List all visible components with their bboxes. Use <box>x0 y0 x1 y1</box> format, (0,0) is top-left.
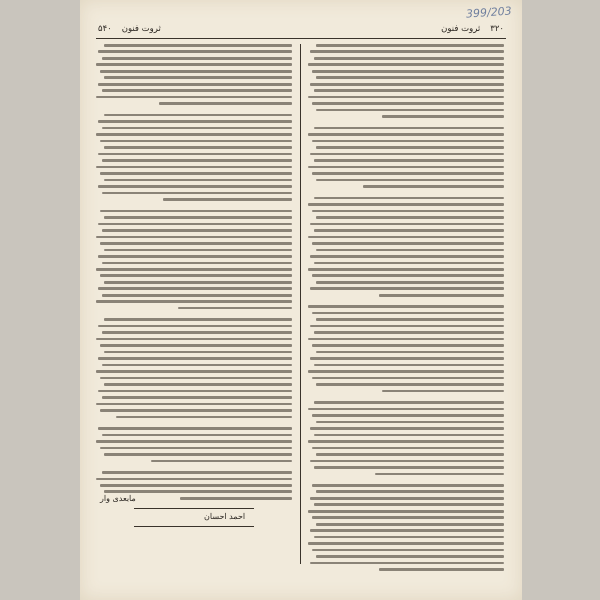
text-line <box>314 127 504 130</box>
text-line <box>310 287 504 290</box>
text-line <box>102 89 292 92</box>
text-line <box>314 262 504 265</box>
journal-title-left: ثروت فنون <box>121 24 161 34</box>
text-line <box>316 421 504 424</box>
text-line <box>102 364 292 367</box>
page-number-right: ۳۲۰ <box>490 24 504 34</box>
text-line <box>308 370 504 373</box>
header-rule <box>96 38 506 39</box>
text-line <box>314 331 504 334</box>
text-line <box>316 318 504 321</box>
text-line <box>316 555 504 558</box>
text-line <box>314 159 504 162</box>
text-line <box>308 133 504 136</box>
text-line <box>98 83 292 86</box>
text-line <box>312 377 504 380</box>
text-line <box>312 516 504 519</box>
text-line <box>314 89 504 92</box>
text-line <box>312 102 504 105</box>
text-line <box>312 484 504 487</box>
text-line <box>314 434 504 437</box>
journal-page <box>80 0 522 600</box>
text-line <box>310 497 504 500</box>
text-line <box>316 490 504 493</box>
text-line <box>98 255 292 258</box>
header-right-group <box>441 24 504 34</box>
footer-rule <box>134 508 254 509</box>
text-line <box>314 364 504 367</box>
text-line <box>104 281 292 284</box>
text-line <box>312 312 504 315</box>
text-line <box>316 453 504 456</box>
text-line <box>100 140 292 143</box>
text-line <box>308 440 504 443</box>
text-line <box>104 179 292 182</box>
text-line <box>102 331 292 334</box>
text-line <box>104 453 292 456</box>
page-number-left: ۵۴۰ <box>98 24 112 34</box>
text-line <box>98 325 292 328</box>
text-line <box>308 166 504 169</box>
text-line <box>96 478 292 481</box>
text-line <box>102 127 292 130</box>
paragraph-gap <box>96 205 292 210</box>
text-line <box>96 338 292 341</box>
text-line <box>312 414 504 417</box>
text-line <box>96 268 292 271</box>
text-line <box>314 57 504 60</box>
text-line <box>310 529 504 532</box>
text-line <box>310 325 504 328</box>
text-line <box>98 390 292 393</box>
text-line <box>312 172 504 175</box>
text-line <box>104 490 292 493</box>
text-line <box>308 63 504 66</box>
page-header <box>98 22 504 36</box>
text-line <box>382 390 504 393</box>
text-line <box>310 153 504 156</box>
text-line <box>308 338 504 341</box>
handwritten-catalog-note: 399/203 <box>465 4 513 21</box>
text-line <box>310 83 504 86</box>
text-line <box>379 568 504 571</box>
continued-label: مابعدی وار <box>100 494 136 503</box>
text-line <box>308 236 504 239</box>
text-line <box>312 70 504 73</box>
text-line <box>100 447 292 450</box>
text-line <box>308 305 504 308</box>
text-line <box>310 427 504 430</box>
text-line <box>312 549 504 552</box>
text-line <box>100 377 292 380</box>
text-line <box>159 102 292 105</box>
paragraph-gap <box>308 192 504 197</box>
text-line <box>102 434 292 437</box>
text-line <box>96 133 292 136</box>
text-line <box>96 166 292 169</box>
text-line <box>314 401 504 404</box>
text-line <box>375 473 504 476</box>
text-line <box>314 197 504 200</box>
text-line <box>104 351 292 354</box>
text-line <box>151 460 292 463</box>
text-line <box>308 203 504 206</box>
text-line <box>312 242 504 245</box>
text-line <box>382 115 504 118</box>
text-line <box>310 562 504 565</box>
text-line <box>314 229 504 232</box>
text-line <box>102 192 292 195</box>
text-line <box>104 383 292 386</box>
text-line <box>314 503 504 506</box>
text-line <box>308 510 504 513</box>
text-line <box>96 403 292 406</box>
text-line <box>98 287 292 290</box>
text-line <box>312 447 504 450</box>
text-line <box>316 109 504 112</box>
text-line <box>310 50 504 53</box>
text-line <box>312 210 504 213</box>
text-line <box>98 185 292 188</box>
text-line <box>104 44 292 47</box>
text-line <box>96 96 292 99</box>
text-line <box>98 120 292 123</box>
text-line <box>363 185 504 188</box>
column-divider <box>300 44 301 564</box>
text-line <box>316 179 504 182</box>
text-line <box>96 236 292 239</box>
text-line <box>96 300 292 303</box>
text-line <box>104 146 292 149</box>
text-line <box>96 63 292 66</box>
text-line <box>312 274 504 277</box>
text-line <box>310 460 504 463</box>
text-line <box>379 294 504 297</box>
text-line <box>104 318 292 321</box>
text-line <box>310 255 504 258</box>
text-line <box>98 50 292 53</box>
text-line <box>100 242 292 245</box>
text-line <box>308 96 504 99</box>
text-line <box>102 396 292 399</box>
text-line <box>102 229 292 232</box>
text-line <box>100 274 292 277</box>
text-line <box>308 408 504 411</box>
text-line <box>316 523 504 526</box>
text-line <box>96 370 292 373</box>
author-signature: احمد احسان <box>204 512 246 521</box>
text-line <box>104 249 292 252</box>
text-line <box>102 262 292 265</box>
text-line <box>314 536 504 539</box>
text-line <box>102 294 292 297</box>
text-line <box>100 70 292 73</box>
text-line <box>104 114 292 117</box>
text-line <box>102 471 292 474</box>
text-line <box>163 198 292 201</box>
text-line <box>116 416 292 419</box>
text-line <box>316 249 504 252</box>
journal-title-right: ثروت فنون <box>441 24 481 34</box>
header-left-group <box>98 24 161 34</box>
footer-rule-lower <box>134 526 254 527</box>
text-line <box>98 223 292 226</box>
text-line <box>308 542 504 545</box>
text-line <box>314 466 504 469</box>
text-line <box>98 357 292 360</box>
text-column-right <box>308 44 504 574</box>
text-line <box>312 344 504 347</box>
text-line <box>316 216 504 219</box>
text-line <box>178 307 292 310</box>
text-line <box>312 140 504 143</box>
text-line <box>98 153 292 156</box>
text-line <box>316 146 504 149</box>
text-line <box>100 409 292 412</box>
text-line <box>104 216 292 219</box>
text-line <box>102 159 292 162</box>
text-line <box>100 344 292 347</box>
text-line <box>316 281 504 284</box>
text-line <box>316 44 504 47</box>
text-line <box>316 383 504 386</box>
text-line <box>102 57 292 60</box>
text-line <box>310 357 504 360</box>
text-line <box>310 223 504 226</box>
text-line <box>180 497 292 500</box>
text-line <box>100 484 292 487</box>
text-line <box>104 76 292 79</box>
text-line <box>98 427 292 430</box>
text-line <box>316 351 504 354</box>
text-line <box>316 76 504 79</box>
text-line <box>308 268 504 271</box>
text-line <box>100 172 292 175</box>
text-line <box>100 210 292 213</box>
text-line <box>96 440 292 443</box>
